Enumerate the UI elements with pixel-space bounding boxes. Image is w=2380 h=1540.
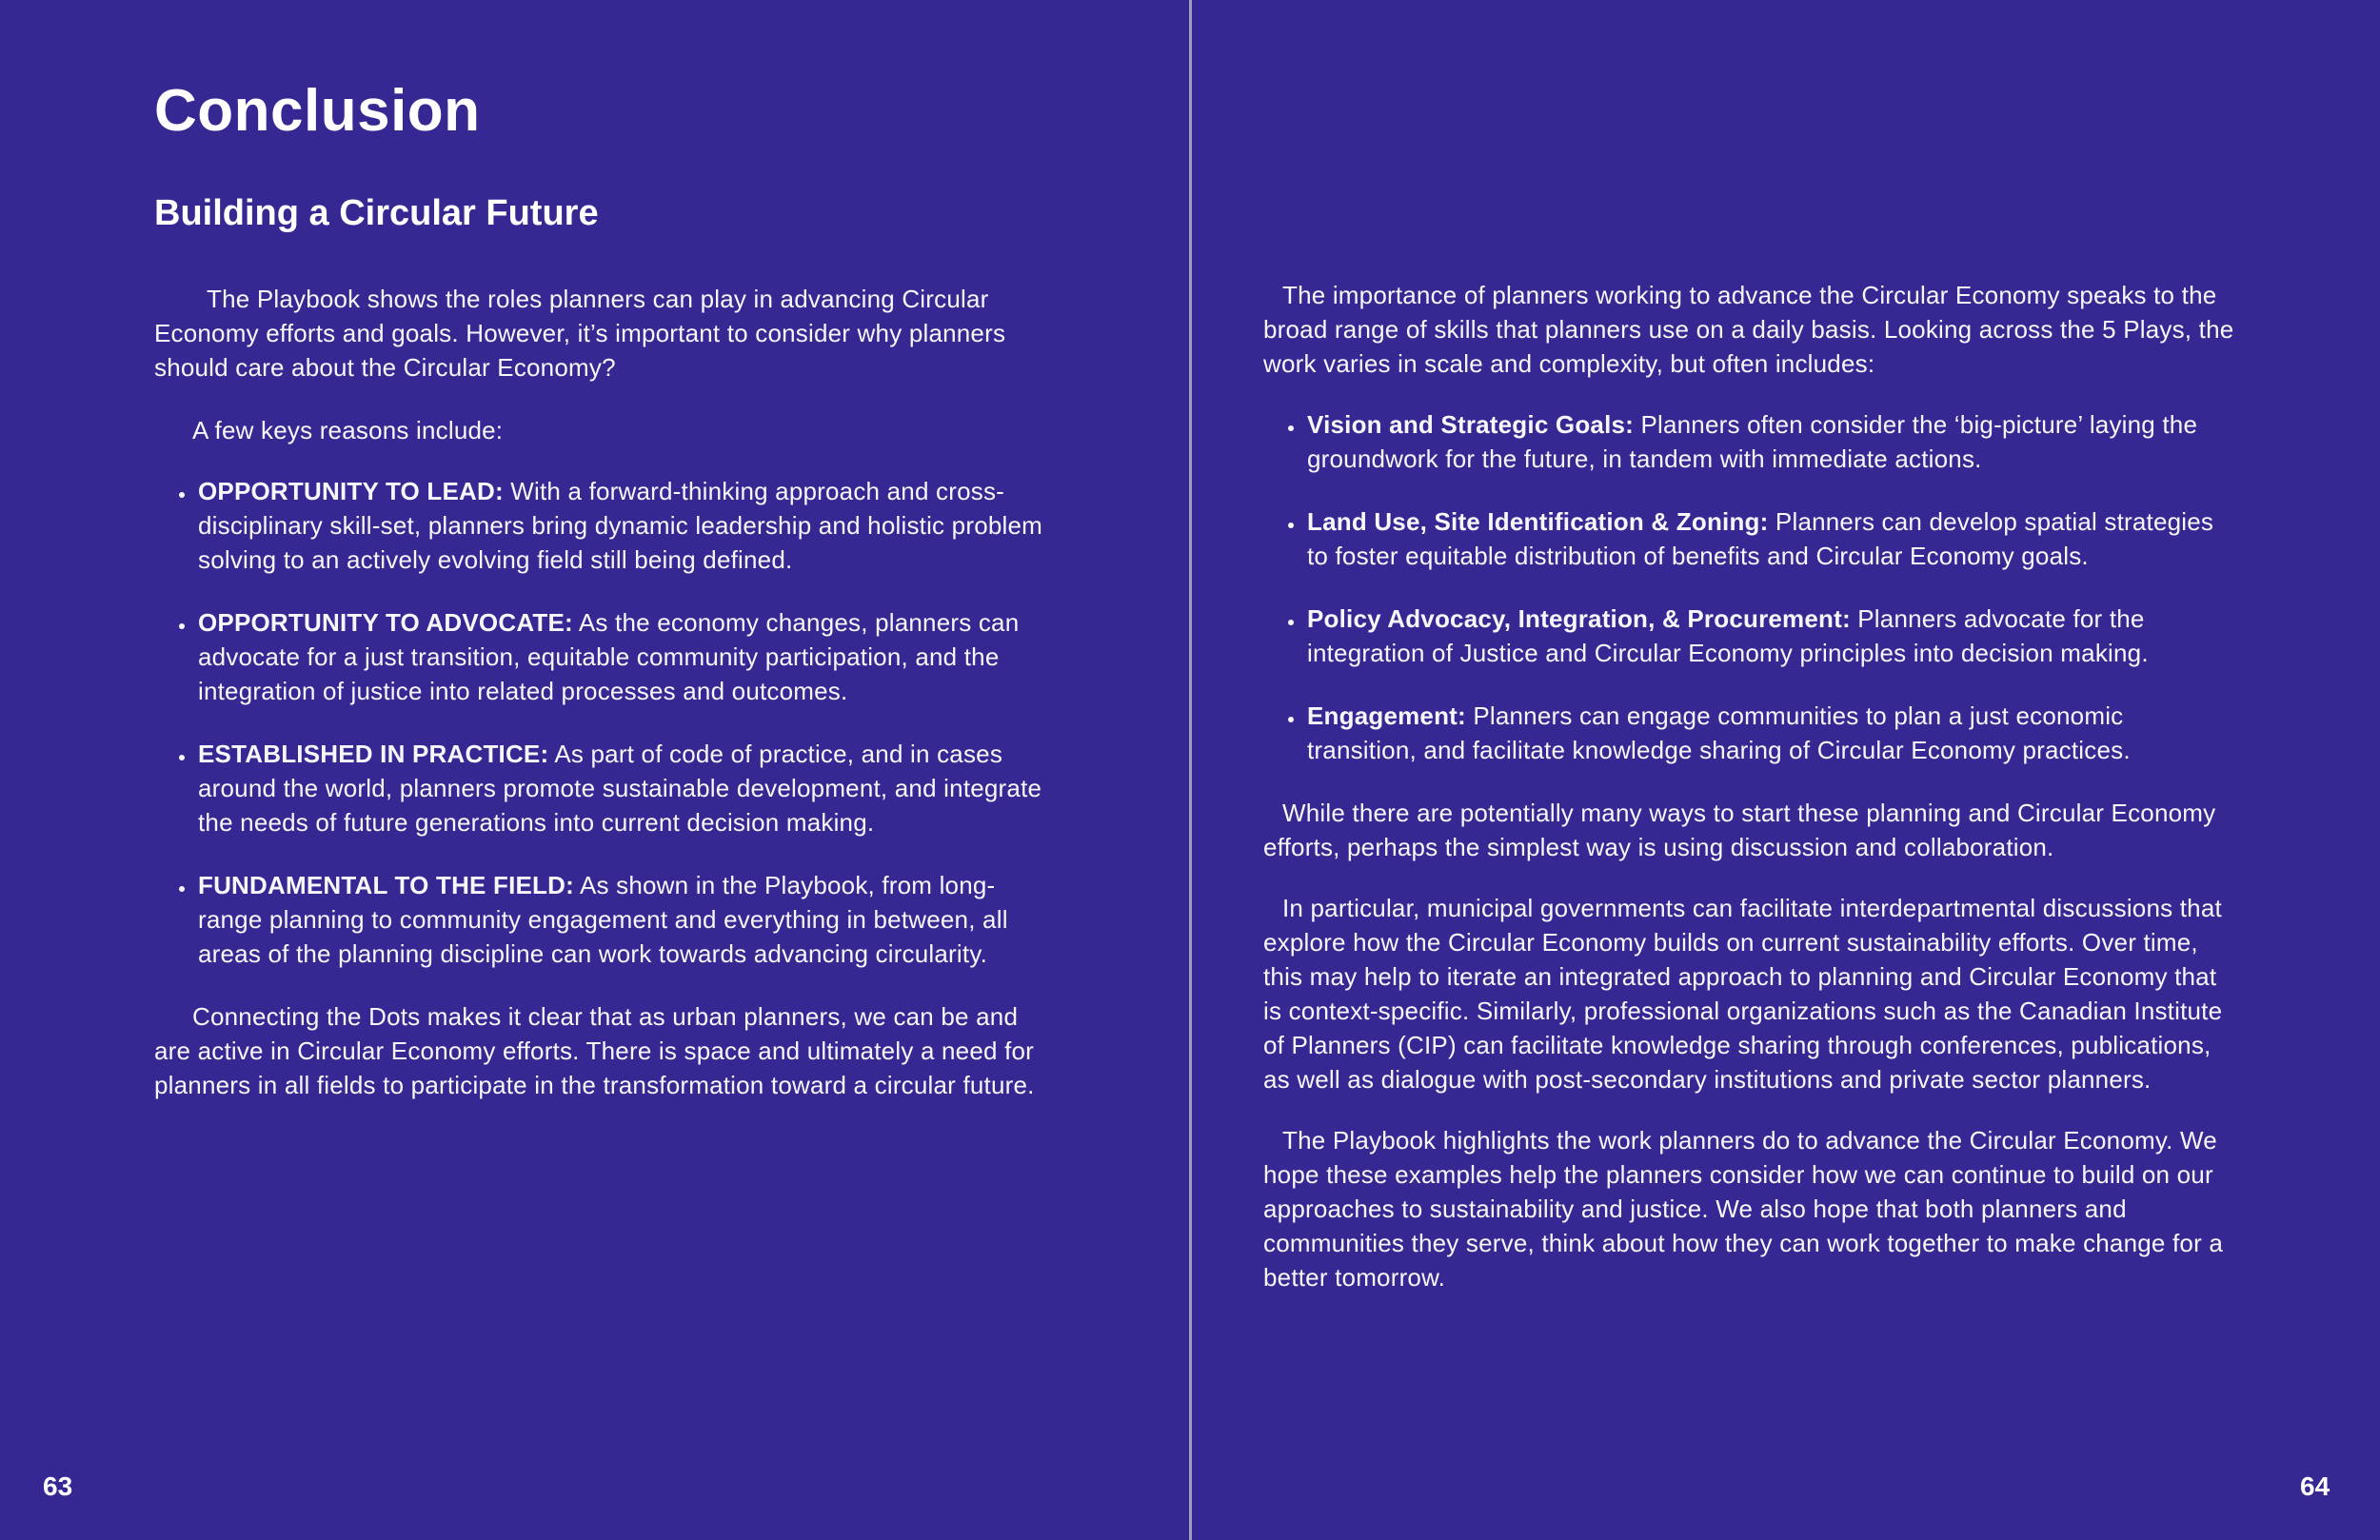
page-right bbox=[1263, 278, 2236, 1294]
paragraph-municipal: In particular, municipal governments can facilitate interdepartmental discussions that explore how the Circular Economy builds on current sustainability efforts. Over time, this may help to iterate an integrated approach to planning and Circular Economy that is context-specific. Similarly, professional organizations such as the Canadian Institute of Planners (CIP) can facilitate knowledge sharing through conferences, publications, as well as dialogue with post-secondary institutions and private sector planners. bbox=[1263, 894, 2223, 1094]
bullet-text: As part of code of practice, and in cases around the world, planners promote sustainable development, and integrate the needs of future generations into current decision making. bbox=[198, 739, 1042, 837]
list-item bbox=[1305, 407, 2236, 476]
list-item bbox=[1305, 699, 2236, 767]
paragraph-skills: The importance of planners working to advance the Circular Economy speaks to the broad range of skills that planners use on a daily basis. Looking across the 5 Plays, the work varies in scale and complexity, but often includes: bbox=[1263, 281, 2234, 378]
paragraph-while: While there are potentially many ways to start these planning and Circular Economy efforts, perhaps the simplest way is using discussion and collaboration. bbox=[1263, 799, 2216, 861]
list-item bbox=[196, 605, 1059, 708]
bullet-text: Planners can develop spatial strategies to foster equitable distribution of benefits and Circular Economy goals. bbox=[1307, 507, 2214, 570]
list-item bbox=[1305, 602, 2236, 670]
bullet-label: Vision and Strategic Goals: bbox=[1307, 410, 1635, 439]
page-title: Conclusion bbox=[154, 78, 481, 144]
bullet-label: FUNDAMENTAL TO THE FIELD: bbox=[198, 870, 574, 899]
bullet-label: Engagement: bbox=[1307, 701, 1466, 730]
list-item bbox=[196, 868, 1059, 971]
bullet-text: As shown in the Playbook, from long-range planning to community engagement and everything in between, all areas of the planning discipline can work towards advancing circularity. bbox=[198, 870, 1008, 968]
bullet-label: OPPORTUNITY TO ADVOCATE: bbox=[198, 607, 573, 637]
bullet-text: As the economy changes, planners can advocate for a just transition, equitable community participation, and the integration of justice into related processes and outcomes. bbox=[198, 607, 1020, 705]
bullet-label: Land Use, Site Identification & Zoning: bbox=[1307, 507, 1769, 536]
page-number-left: 63 bbox=[43, 1471, 73, 1501]
bullet-text: Planners often consider the ‘big-picture’ laying the groundwork for the future, in tandem with immediate actions. bbox=[1307, 410, 2198, 473]
page-subtitle: Building a Circular Future bbox=[154, 193, 599, 233]
bullet-label: ESTABLISHED IN PRACTICE: bbox=[198, 739, 549, 768]
bullet-list-left bbox=[154, 474, 1059, 971]
page-number-right: 64 bbox=[2300, 1471, 2330, 1501]
bullet-text: With a forward-thinking approach and cross-disciplinary skill-set, planners bring dynamic leadership and holistic problem solving to an actively evolving field still being defined. bbox=[198, 476, 1043, 574]
page-left bbox=[154, 78, 1059, 1102]
list-item bbox=[196, 737, 1059, 839]
paragraph-closing-left: Connecting the Dots makes it clear that as urban planners, we can be and are active in Circular Economy efforts. There is space and ultimately a need for planners in all fields to participate in the transformation toward a circular future. bbox=[154, 1001, 1035, 1099]
bullet-list-right bbox=[1263, 407, 2236, 767]
paragraph-closing-right: The Playbook highlights the work planners do to advance the Circular Economy. We hope these examples help the planners consider how we can continue to build on our approaches to sustainability and justice. We also hope that both planners and communities they serve, think about how they can work together to make change for a better tomorrow. bbox=[1263, 1126, 2224, 1292]
page-divider bbox=[1189, 0, 1192, 1540]
paragraph-intro: The Playbook shows the roles planners can play in advancing Circular Economy efforts and goals. However, it’s important to consider why planners should care about the Circular Economy? bbox=[154, 284, 1006, 382]
list-item bbox=[1305, 504, 2236, 573]
bullet-text: Planners can engage communities to plan a just economic transition, and facilitate knowledge sharing of Circular Economy practices. bbox=[1307, 701, 2131, 764]
list-item bbox=[196, 474, 1059, 577]
bullet-label: Policy Advocacy, Integration, & Procurement: bbox=[1307, 604, 1851, 633]
bullet-text: Planners advocate for the integration of Justice and Circular Economy principles into decision making. bbox=[1307, 604, 2149, 667]
paragraph-reasons-lead: A few keys reasons include: bbox=[192, 415, 504, 444]
bullet-label: OPPORTUNITY TO LEAD: bbox=[198, 476, 504, 505]
